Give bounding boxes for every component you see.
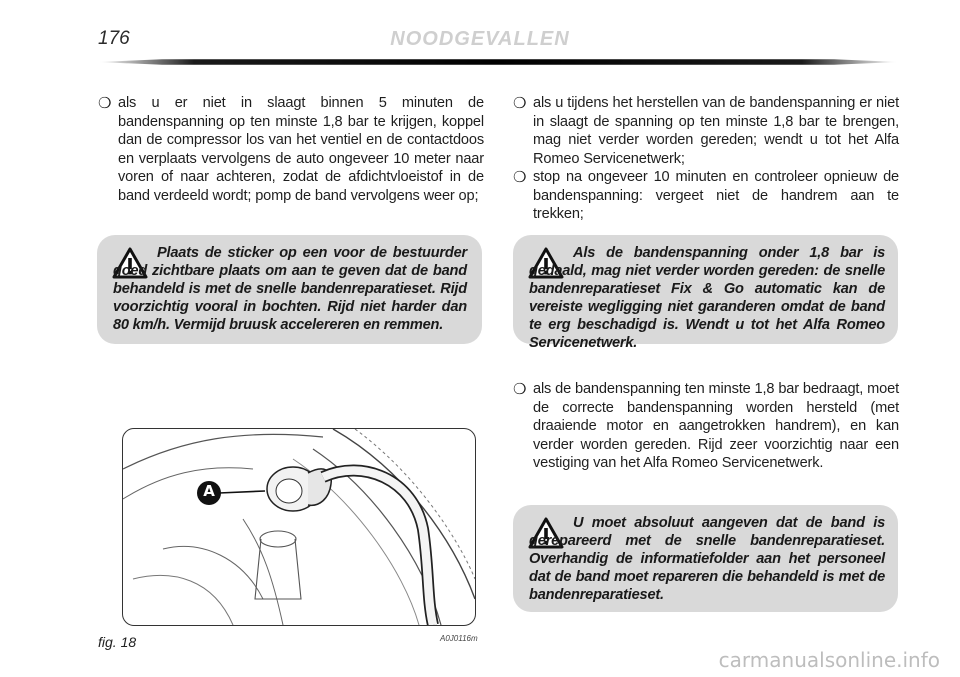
bullet-mark: ❍ <box>513 95 527 112</box>
right-bullet-3 <box>513 380 899 473</box>
page-number: 176 <box>98 28 130 49</box>
bullet-mark: ❍ <box>513 169 527 186</box>
warning-box-right-2 <box>513 505 898 612</box>
bullet-text: als u er niet in slaagt binnen 5 minuten de bandenspanning op ten minste 1,8 bar te krijgen, koppel dan de compressor los van het ventiel en de contactdoos en verplaats vervolgens de auto ongeveer 10 meter naar voren of naar achteren, zodat de afdichtvloeistof in de band verdeeld wordt; pomp de band vervolgens weer op; <box>118 95 484 204</box>
watermark: carmanualsonline.info <box>718 648 940 672</box>
right-bullet-2 <box>513 168 899 224</box>
section-title: NOODGEVALLEN <box>390 28 570 50</box>
bullet-text: stop na ongeveer 10 minuten en controleer opnieuw de bandenspanning: vergeet niet de handrem aan te trekken; <box>533 169 899 222</box>
tire-valve-illustration <box>123 429 475 625</box>
right-bullet-1 <box>513 94 899 168</box>
bullet-text: als u tijdens het herstellen van de bandenspanning er niet in slaagt de spanning op ten minste 1,8 bar te brengen, mag niet verder worden gereden; wendt u tot het Alfa Romeo Servicenetwerk; <box>533 95 899 167</box>
warning-box-left <box>97 235 482 344</box>
warning-box-right-1 <box>513 235 898 351</box>
figure-illustration <box>122 428 476 626</box>
figure-code: A0J0116m <box>440 634 478 643</box>
bullet-mark: ❍ <box>98 95 112 112</box>
bullet-mark: ❍ <box>513 381 527 398</box>
warning-text-left: Plaats de sticker op een voor de bestuurder goed zichtbare plaats om aan te geven dat de band behandeld is met de snelle bandenreparatieset. Rijd voorzichtig vooral in bochten. Rijd niet harder dan 80 km/h. Vermijd bruusk accelereren en remmen. <box>113 245 467 333</box>
header-rule <box>98 58 898 66</box>
callout-label-a: A <box>203 482 215 500</box>
warning-text-right-2: U moet absoluut aangeven dat de band is gerepareerd met de snelle bandenreparatieset. Overhandig de informatiefolder aan het personeel dat de band moet repareren die behandeld is met de bandenreparatieset. <box>529 515 885 603</box>
figure-label: fig. 18 <box>98 634 137 650</box>
bullet-text: als de bandenspanning ten minste 1,8 bar bedraagt, moet de correcte bandenspanning worden hersteld (met draaiende motor en aangetrokken handrem), en kan verder worden gereden. Rijd zeer voorzichtig naar een vestiging van het Alfa Romeo Servicenetwerk. <box>533 381 899 471</box>
warning-text-right-1: Als de bandenspanning onder 1,8 bar is gedaald, mag niet verder worden gereden: de snelle bandenreparatieset Fix & Go automatic kan de vereiste wegligging niet garanderen omdat de band te erg beschadigd is. Wendt u tot het Alfa Romeo Servicenetwerk. <box>529 245 885 351</box>
left-bullet-1 <box>98 94 484 205</box>
